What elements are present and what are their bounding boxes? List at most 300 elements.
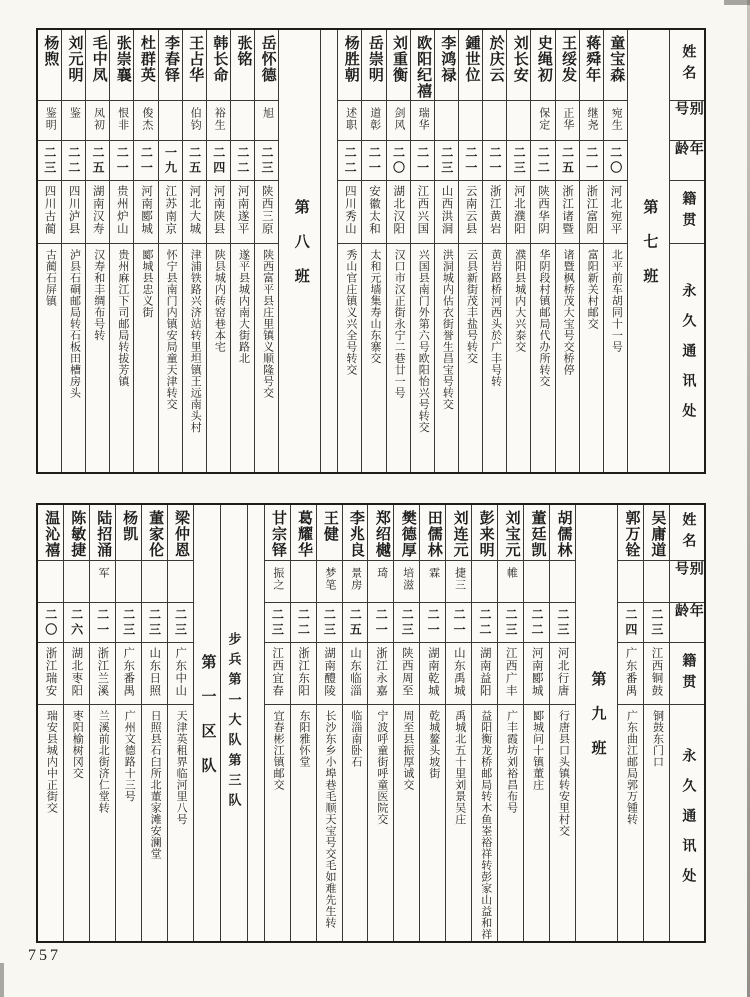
- person-origin-text: 江苏南京: [164, 185, 177, 235]
- person-origin-text: 河北濮阳: [512, 185, 525, 235]
- person-address-text: 乾城鳌头坡街: [427, 710, 440, 779]
- person-origin: [498, 642, 523, 704]
- section-label-text: 第八班: [292, 199, 309, 303]
- person-address-text: 陕西富平县庄里镇义顺隆号交: [261, 249, 274, 399]
- person-origin-text: 浙江黄岩: [488, 185, 501, 235]
- person-name: [387, 30, 410, 100]
- person-address-text: 广东曲江邮局郭万锺转: [625, 710, 638, 825]
- person-name-text: 郭万铨: [623, 510, 640, 558]
- person-address-text: 诸暨枫桥茂大宝号交桥停: [562, 249, 575, 376]
- person-origin-text: 河北行唐: [556, 647, 569, 697]
- person-name: [507, 30, 530, 100]
- person-origin: [420, 642, 445, 704]
- person-address: [435, 243, 458, 472]
- person-origin: [338, 180, 361, 243]
- person-origin-text: 浙江兰溪: [96, 647, 109, 697]
- person-origin-text: 浙江诸暨: [561, 185, 574, 235]
- person-origin-text: 四川泸县: [67, 185, 80, 235]
- person-name-text: 刘长安: [511, 35, 528, 83]
- person-origin: [507, 180, 530, 243]
- section-label-text: 第一区队: [199, 654, 216, 792]
- person-address: [207, 243, 230, 472]
- person-alias: [524, 560, 549, 602]
- person-age-text: 二一: [488, 145, 503, 176]
- person-age: [604, 140, 627, 180]
- person-column: [337, 30, 361, 472]
- section-label-text: 第九班: [589, 671, 606, 775]
- person-address: [38, 704, 63, 941]
- person-address-text: 天津英租界临河里八号: [175, 710, 188, 825]
- person-origin: [159, 180, 182, 243]
- person-alias-text: 景房: [349, 567, 362, 591]
- person-alias-text: 琦: [375, 567, 388, 579]
- person-origin-text: 广东番禺: [122, 647, 135, 697]
- person-address: [362, 243, 385, 472]
- person-age-text: 二三: [260, 145, 275, 176]
- person-alias: [362, 100, 385, 140]
- person-address-text: 黄岩路桥河西头於广丰号转: [489, 249, 502, 387]
- person-age: [183, 140, 206, 180]
- person-address: [343, 704, 368, 941]
- person-alias: [86, 100, 109, 140]
- person-address: [168, 704, 193, 941]
- person-name: [604, 30, 627, 100]
- person-alias: [38, 100, 61, 140]
- roster-table-lower: [36, 503, 706, 943]
- person-age: [507, 140, 530, 180]
- header-cell-3-text: 籍贯: [680, 652, 696, 695]
- person-age-text: 二四: [211, 145, 226, 176]
- person-age: [531, 140, 554, 180]
- person-origin: [459, 180, 482, 243]
- person-age: [159, 140, 182, 180]
- header-cell-1: [670, 100, 704, 140]
- person-alias: [580, 100, 603, 140]
- person-name-text: 温沁禧: [43, 510, 60, 558]
- person-origin: [362, 180, 385, 243]
- person-column: [471, 505, 497, 941]
- person-name: [644, 505, 669, 560]
- person-name: [116, 505, 141, 560]
- person-column: [497, 505, 523, 941]
- person-column: [182, 30, 206, 472]
- person-age-text: 二三: [322, 607, 337, 638]
- person-address-text: 枣阳榆树冈交: [71, 710, 84, 779]
- person-age: [644, 602, 669, 642]
- person-origin: [531, 180, 554, 243]
- person-alias-text: 鉴: [68, 107, 81, 119]
- person-origin: [38, 642, 63, 704]
- person-age-text: 二四: [623, 607, 638, 638]
- person-age: [168, 602, 193, 642]
- person-origin: [291, 642, 316, 704]
- person-origin: [134, 180, 157, 243]
- person-name-text: 梁仲恩: [173, 510, 190, 558]
- person-address: [420, 704, 445, 941]
- person-column: [133, 30, 157, 472]
- person-origin-text: 浙江东阳: [297, 647, 310, 697]
- person-age: [343, 602, 368, 642]
- person-name: [231, 30, 254, 100]
- person-age: [472, 602, 497, 642]
- person-age-text: 二一: [374, 607, 389, 638]
- header-cell-4-text: 永久通讯处: [680, 747, 696, 899]
- person-age-text: 二〇: [43, 607, 58, 638]
- person-address-text: 秀山官庄镇义兴全号转交: [344, 249, 357, 376]
- person-age-text: 二三: [555, 607, 570, 638]
- person-origin: [183, 180, 206, 243]
- person-origin: [435, 180, 458, 243]
- header-cell-1-text: 别号: [673, 561, 703, 582]
- person-name: [86, 30, 109, 100]
- person-origin: [90, 642, 115, 704]
- person-age-text: 二一: [426, 607, 441, 638]
- person-origin-text: 湖北枣阳: [70, 647, 83, 697]
- person-origin-text: 江西兴国: [416, 185, 429, 235]
- person-age-text: 二〇: [391, 145, 406, 176]
- person-column: [393, 505, 419, 941]
- person-address: [556, 243, 579, 472]
- header-cell-2-text: 年龄: [673, 603, 703, 624]
- section-label-column: [575, 505, 617, 941]
- person-column: [167, 505, 193, 941]
- person-age-text: 二五: [91, 145, 106, 176]
- person-age-text: 二一: [367, 145, 382, 176]
- person-column: [63, 505, 89, 941]
- person-alias-text: 俊杰: [140, 107, 153, 131]
- person-name: [142, 505, 167, 560]
- person-address: [446, 704, 471, 941]
- person-name-text: 董家伦: [147, 510, 164, 558]
- header-cell-4: [670, 704, 704, 941]
- person-name-text: 樊德厚: [399, 510, 416, 558]
- person-age-text: 二三: [42, 145, 57, 176]
- person-alias: [183, 100, 206, 140]
- person-origin-text: 陕西华阴: [537, 185, 550, 235]
- person-age: [368, 602, 393, 642]
- person-address: [604, 243, 627, 472]
- person-age-text: 二〇: [608, 145, 623, 176]
- person-address: [142, 704, 167, 941]
- person-origin: [86, 180, 109, 243]
- person-name: [317, 505, 342, 560]
- person-origin: [556, 180, 579, 243]
- person-column: [458, 30, 482, 472]
- person-age-text: 二一: [415, 145, 430, 176]
- person-origin: [472, 642, 497, 704]
- person-alias: [110, 100, 133, 140]
- person-column: [410, 30, 434, 472]
- person-alias: [231, 100, 254, 140]
- person-age: [435, 140, 458, 180]
- person-age-text: 二一: [463, 145, 478, 176]
- person-origin: [411, 180, 434, 243]
- person-address-text: 华阴段村镇邮局代办所转交: [537, 249, 550, 387]
- person-origin-text: 陕西三原: [260, 185, 273, 235]
- person-age: [446, 602, 471, 642]
- section-label-column: [278, 30, 320, 472]
- person-alias-text: 正华: [561, 107, 574, 131]
- person-name: [435, 30, 458, 100]
- person-origin: [142, 642, 167, 704]
- person-address: [90, 704, 115, 941]
- person-address: [110, 243, 133, 472]
- section-label-column: [220, 505, 247, 941]
- person-name: [38, 505, 63, 560]
- person-origin: [550, 642, 575, 704]
- header-cell-3: [670, 180, 704, 243]
- person-alias: [116, 560, 141, 602]
- header-cell-4: [670, 243, 704, 472]
- person-column: [109, 30, 133, 472]
- person-name-text: 童宝森: [608, 35, 625, 83]
- person-name-text: 吴庸道: [649, 510, 666, 558]
- person-address-text: 陕县城内砖窑巷本宅: [213, 249, 226, 353]
- person-column: [38, 505, 63, 941]
- person-alias: [38, 560, 63, 602]
- person-age: [265, 602, 290, 642]
- spacer-column: [320, 30, 337, 472]
- roster-table-upper: [36, 28, 706, 474]
- person-alias: [507, 100, 530, 140]
- person-name-text: 董廷凯: [529, 510, 546, 558]
- person-address-text: 富阳新关村邮交: [586, 249, 599, 330]
- person-name-text: 郑绍樾: [373, 510, 390, 558]
- header-cell-2-text: 年龄: [673, 141, 703, 162]
- person-alias: [62, 100, 85, 140]
- person-age: [62, 140, 85, 180]
- person-origin: [38, 180, 61, 243]
- person-origin: [265, 642, 290, 704]
- person-name-text: 岳崇明: [366, 35, 383, 83]
- person-age: [110, 140, 133, 180]
- header-cell-2: [670, 602, 704, 642]
- person-name: [62, 30, 85, 100]
- header-cell-1: [670, 560, 704, 602]
- person-name: [90, 505, 115, 560]
- person-origin: [255, 180, 278, 243]
- person-origin-text: 广东中山: [174, 647, 187, 697]
- person-age: [317, 602, 342, 642]
- person-alias-text: 旭: [261, 107, 274, 119]
- header-cell-0-text: 姓名: [680, 44, 696, 86]
- person-name-text: 於庆云: [487, 35, 504, 83]
- person-name: [255, 30, 278, 100]
- person-column: [367, 505, 393, 941]
- person-alias: [159, 100, 182, 140]
- person-name-text: 蒋舜年: [584, 35, 601, 83]
- person-name: [38, 30, 61, 100]
- person-alias-text: 凤初: [92, 107, 105, 131]
- person-alias: [411, 100, 434, 140]
- person-address: [618, 704, 643, 941]
- person-alias: [394, 560, 419, 602]
- person-address-text: 津浦铁路兴济站转里坦镇王远南头村: [189, 249, 202, 433]
- person-age-text: 二二: [66, 145, 81, 176]
- person-origin-text: 河南遂平: [236, 185, 249, 235]
- person-name-text: 彭来明: [477, 510, 494, 558]
- person-column: [555, 30, 579, 472]
- person-address: [531, 243, 554, 472]
- person-age-text: 二二: [235, 145, 250, 176]
- person-alias-text: 振之: [271, 567, 284, 591]
- person-age: [387, 140, 410, 180]
- person-name-text: 陆招涌: [95, 510, 112, 558]
- page-number: 757: [28, 947, 61, 964]
- person-address: [134, 243, 157, 472]
- person-name: [338, 30, 361, 100]
- header-cell-4-text: 永久通讯处: [680, 282, 696, 434]
- person-address: [62, 243, 85, 472]
- person-age: [38, 602, 63, 642]
- person-origin-text: 安徽太和: [368, 185, 381, 235]
- person-age-text: 二三: [147, 607, 162, 638]
- person-origin: [64, 642, 89, 704]
- person-origin: [483, 180, 506, 243]
- person-name: [556, 30, 579, 100]
- person-name: [159, 30, 182, 100]
- person-alias: [265, 560, 290, 602]
- person-name: [64, 505, 89, 560]
- person-name: [343, 505, 368, 560]
- person-name-text: 甘宗铎: [270, 510, 286, 558]
- person-alias-text: 培滋: [401, 567, 414, 591]
- person-alias-text: 剑风: [392, 107, 405, 131]
- person-origin-text: 江西宜春: [271, 647, 284, 697]
- person-alias-text: 瑞华: [417, 107, 430, 131]
- person-address-text: 宁波呼童街呼童医院交: [375, 710, 388, 825]
- person-column: [264, 505, 290, 941]
- header-cell-0: [670, 30, 704, 100]
- person-name: [134, 30, 157, 100]
- person-age-text: 二三: [439, 145, 454, 176]
- person-address: [265, 704, 290, 941]
- person-age-text: 二一: [95, 607, 110, 638]
- person-name-text: 岳怀德: [259, 35, 276, 83]
- person-alias: [472, 560, 497, 602]
- person-origin: [387, 180, 410, 243]
- person-address: [459, 243, 482, 472]
- header-cell-0-text: 姓名: [680, 511, 696, 554]
- person-alias-text: 述职: [344, 107, 357, 131]
- person-origin-text: 贵州炉山: [115, 185, 128, 235]
- person-name-text: 史绳初: [535, 35, 552, 83]
- person-column: [579, 30, 603, 472]
- person-age: [618, 602, 643, 642]
- person-address: [116, 704, 141, 941]
- person-name: [459, 30, 482, 100]
- person-alias-text: 霖: [427, 567, 440, 579]
- person-column: [61, 30, 85, 472]
- person-name-text: 李兆良: [347, 510, 364, 558]
- person-name-text: 毛中凤: [90, 35, 107, 83]
- person-alias: [368, 560, 393, 602]
- person-name: [362, 30, 385, 100]
- person-name: [411, 30, 434, 100]
- person-origin: [168, 642, 193, 704]
- person-column: [85, 30, 109, 472]
- person-alias: [291, 560, 316, 602]
- person-alias-text: 继尧: [586, 107, 599, 131]
- person-age-text: 二三: [173, 607, 188, 638]
- person-column: [230, 30, 254, 472]
- person-name: [110, 30, 133, 100]
- person-address-text: 长沙东乡小埠巷毛顺天宝号交毛如难先生转: [323, 710, 336, 929]
- person-origin: [116, 642, 141, 704]
- person-address-text: 郾城问十镇董庄: [531, 710, 544, 791]
- person-alias: [550, 560, 575, 602]
- person-column: [38, 30, 61, 472]
- section-label-text: 第七班: [641, 199, 658, 303]
- person-age-text: 二五: [348, 607, 363, 638]
- person-alias: [142, 560, 167, 602]
- person-name-text: 陈敏捷: [69, 510, 86, 558]
- person-origin-text: 江西铜鼓: [650, 647, 663, 697]
- person-origin-text: 湖南汉寿: [91, 185, 104, 235]
- person-address-text: 周至县振厚诚交: [401, 710, 414, 791]
- person-name: [265, 505, 290, 560]
- person-name-text: 李鸿禄: [439, 35, 456, 83]
- person-age: [142, 602, 167, 642]
- person-address: [507, 243, 530, 472]
- person-age: [524, 602, 549, 642]
- person-name-text: 刘重衡: [391, 35, 408, 83]
- person-age-text: 二三: [400, 607, 415, 638]
- person-age-text: 二三: [270, 607, 285, 638]
- person-name: [550, 505, 575, 560]
- person-age: [580, 140, 603, 180]
- person-column: [603, 30, 627, 472]
- person-name: [618, 505, 643, 560]
- person-origin-text: 浙江富阳: [585, 185, 598, 235]
- person-age: [116, 602, 141, 642]
- person-alias: [64, 560, 89, 602]
- person-address-text: 怀宁县南门内镇安局童天津转交: [165, 249, 178, 410]
- person-origin-text: 山东禹城: [452, 647, 465, 697]
- person-age: [207, 140, 230, 180]
- person-address-text: 益阳衡龙桥邮局转木鱼峑裕祥转彭家山益和祥: [479, 710, 492, 940]
- person-address: [644, 704, 669, 941]
- person-alias-text: 帷: [505, 567, 518, 579]
- person-address-text: 云县新街茂丰盐号转交: [465, 249, 478, 364]
- person-origin-text: 湖北汉阳: [392, 185, 405, 235]
- person-column: [643, 505, 669, 941]
- person-age-text: 二二: [536, 145, 551, 176]
- person-origin-text: 山东日照: [148, 647, 161, 697]
- person-age: [550, 602, 575, 642]
- person-address-text: 古蔺石屏镇: [44, 249, 57, 307]
- person-age-text: 二五: [187, 145, 202, 176]
- person-alias: [483, 100, 506, 140]
- person-origin-text: 河南陕县: [212, 185, 225, 235]
- person-origin: [231, 180, 254, 243]
- person-alias-text: 捷三: [453, 567, 466, 591]
- person-alias: [420, 560, 445, 602]
- person-column: [158, 30, 182, 472]
- person-alias-text: 道彰: [368, 107, 381, 131]
- person-alias-text: 恨非: [116, 107, 129, 131]
- person-address-text: 太和元墙集寿山东寨交: [368, 249, 381, 364]
- person-origin: [394, 642, 419, 704]
- person-address: [86, 243, 109, 472]
- person-name: [531, 30, 554, 100]
- person-column: [141, 505, 167, 941]
- person-column: [342, 505, 368, 941]
- scan-edge-bottom-left: [0, 963, 4, 997]
- person-column: [254, 30, 278, 472]
- person-address-text: 临淄南卧石: [349, 710, 362, 768]
- person-age: [90, 602, 115, 642]
